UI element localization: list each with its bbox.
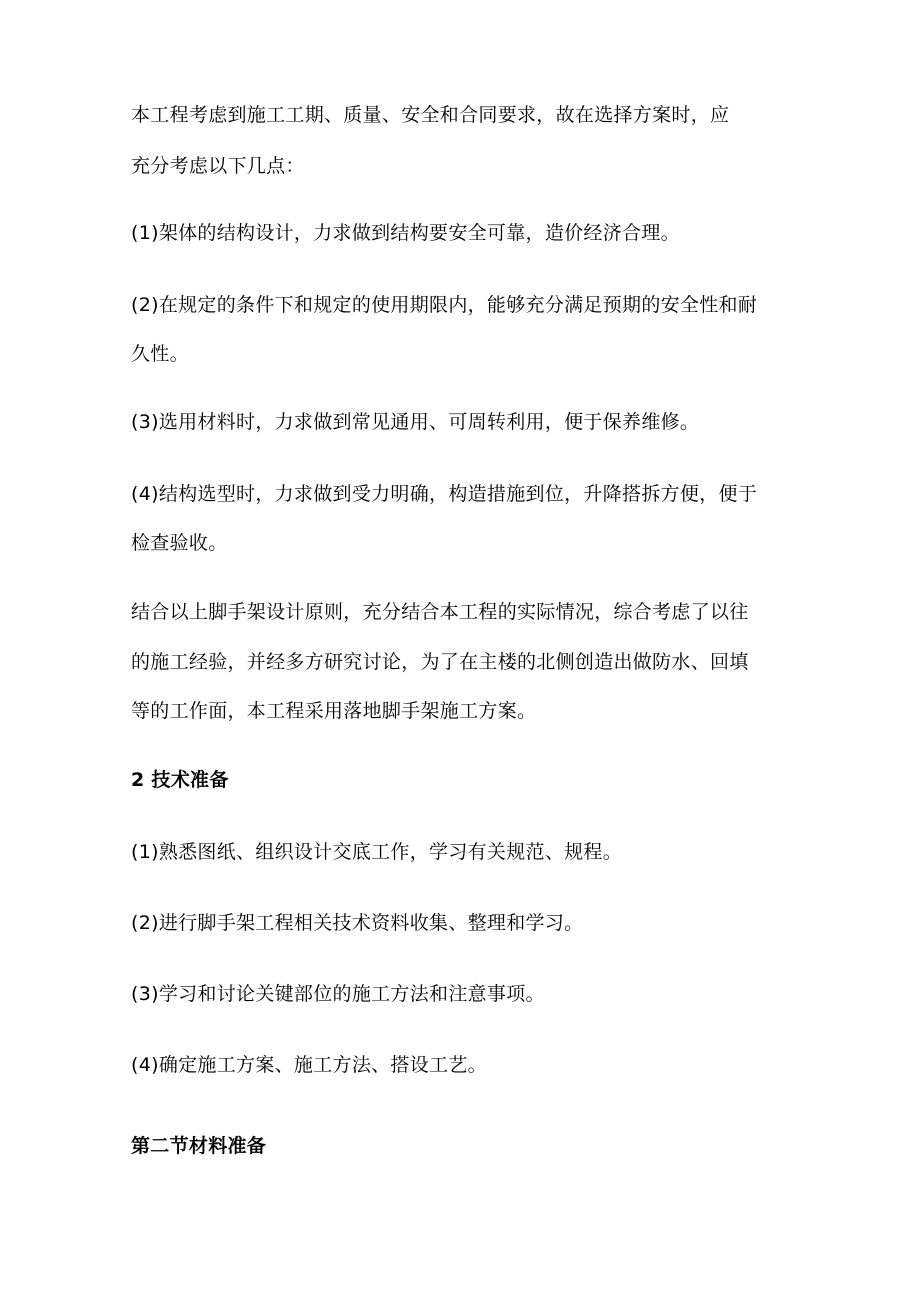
point-2-line-2: 久性。 <box>131 343 189 365</box>
conclusion-line-3: 等的工作面，本工程采用落地脚手架施工方案。 <box>131 700 537 722</box>
point-2-line-1: (2)在规定的条件下和规定的使用期限内，能够充分满足预期的安全性和耐 <box>131 294 758 316</box>
section-2-item-2: (2)进行脚手架工程相关技术资料收集、整理和学习。 <box>131 912 584 934</box>
section-2-item-4: (4)确定施工方案、施工方法、搭设工艺。 <box>131 1054 487 1076</box>
intro-line-2: 充分考虑以下几点： <box>131 155 305 177</box>
next-section-heading: 第二节材料准备 <box>131 1135 267 1157</box>
point-4-line-1: (4)结构选型时，力求做到受力明确，构造措施到位，升降搭拆方便，便于 <box>131 483 758 505</box>
intro-line-1: 本工程考虑到施工工期、质量、安全和合同要求，故在选择方案时，应 <box>131 104 730 126</box>
point-4-line-2: 检查验收。 <box>131 532 228 554</box>
section-2-heading: 2 技术准备 <box>131 769 229 791</box>
conclusion-line-2: 的施工经验，并经多方研究讨论，为了在主楼的北侧创造出做防水、回填 <box>131 651 749 673</box>
point-1: (1)架体的结构设计，力求做到结构要安全可靠，造价经济合理。 <box>131 222 680 244</box>
point-3: (3)选用材料时，力求做到常见通用、可周转利用，便于保养维修。 <box>131 411 700 433</box>
conclusion-line-1: 结合以上脚手架设计原则，充分结合本工程的实际情况，综合考虑了以往 <box>131 601 749 623</box>
section-2-item-3: (3)学习和讨论关键部位的施工方法和注意事项。 <box>131 983 545 1005</box>
section-2-item-1: (1)熟悉图纸、组织设计交底工作，学习有关规范、规程。 <box>131 841 623 863</box>
